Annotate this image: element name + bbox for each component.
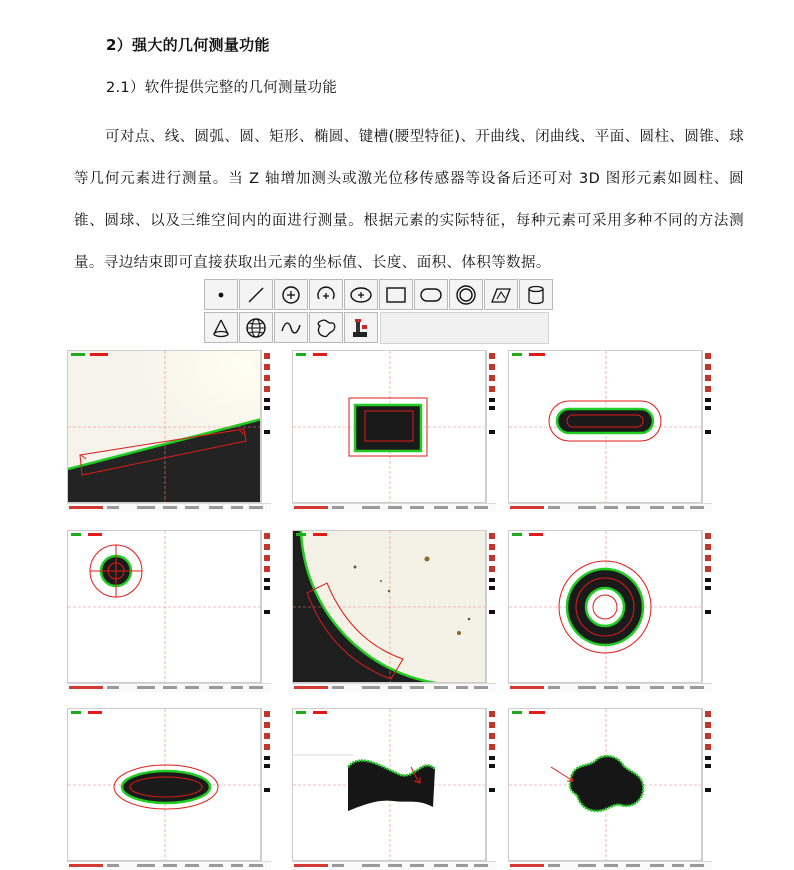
probe-icon [350, 317, 372, 339]
arc-tool[interactable] [309, 279, 343, 310]
subsection-heading: 2.1）软件提供完整的几何测量功能 [106, 80, 338, 96]
point-tool[interactable] [204, 279, 238, 310]
ellipse-tool[interactable] [344, 279, 378, 310]
cone-tool[interactable] [204, 312, 238, 343]
ellipse-measurement-screenshot [67, 708, 271, 870]
closed-curve-tool[interactable] [309, 312, 343, 343]
slot-measurement-view [509, 351, 702, 503]
concentric-circle-icon [455, 284, 477, 306]
circle-measurement-view [68, 531, 261, 683]
cone-icon [210, 317, 232, 339]
open-curve-measurement-view [293, 709, 486, 861]
ellipse-icon [350, 284, 372, 306]
open-curve-icon [280, 317, 302, 339]
line-tool[interactable] [239, 279, 273, 310]
line-measurement-screenshot [67, 350, 271, 512]
plane-tool[interactable] [484, 279, 518, 310]
probe-tool[interactable] [344, 312, 378, 343]
sphere-icon [245, 317, 267, 339]
concentric-circle-tool[interactable] [449, 279, 483, 310]
arc-measurement-screenshot [292, 530, 496, 692]
open-curve-measurement-screenshot [292, 708, 496, 870]
line-measurement-view [68, 351, 261, 503]
point-icon [210, 284, 232, 306]
rectangle-measurement-screenshot [292, 350, 496, 512]
circle-icon [280, 284, 302, 306]
closed-curve-measurement-view [509, 709, 702, 861]
closed-curve-measurement-screenshot [508, 708, 712, 870]
rectangle-measurement-view [293, 351, 486, 503]
circle-tool[interactable] [274, 279, 308, 310]
slot-icon [420, 284, 442, 306]
concentric-circle-measurement-view [509, 531, 702, 683]
sphere-tool[interactable] [239, 312, 273, 343]
ellipse-measurement-view [68, 709, 261, 861]
slot-tool[interactable] [414, 279, 448, 310]
cylinder-icon [525, 284, 547, 306]
toolbar-empty-area [380, 312, 549, 344]
circle-measurement-screenshot [67, 530, 271, 692]
section-heading: 2）强大的几何测量功能 [106, 36, 270, 54]
rectangle-tool[interactable] [379, 279, 413, 310]
line-icon [245, 284, 267, 306]
arc-icon [315, 284, 337, 306]
open-curve-tool[interactable] [274, 312, 308, 343]
arc-measurement-view [293, 531, 486, 683]
closed-curve-icon [315, 317, 337, 339]
plane-icon [490, 284, 512, 306]
body-paragraph: 可对点、线、圆弧、圆、矩形、椭圆、键槽(腰型特征)、开曲线、闭曲线、平面、圆柱、圆锥、球等几何元素进行测量。当 Z 轴增加测头或激光位移传感器等设备后还可对 3D 图形元素如圆柱、圆锥、圆球、以及三维空间内的面进行测量。根据元素的实际特征，每种元素可采用多种不同的方法测量。寻边结束即可直接获取出元素的坐标值、长度、面积、体积等数据。 [74, 129, 744, 271]
concentric-circle-measurement-screenshot [508, 530, 712, 692]
geometry-toolbar [204, 279, 549, 345]
rectangle-icon [385, 284, 407, 306]
cylinder-tool[interactable] [519, 279, 553, 310]
slot-measurement-screenshot [508, 350, 712, 512]
